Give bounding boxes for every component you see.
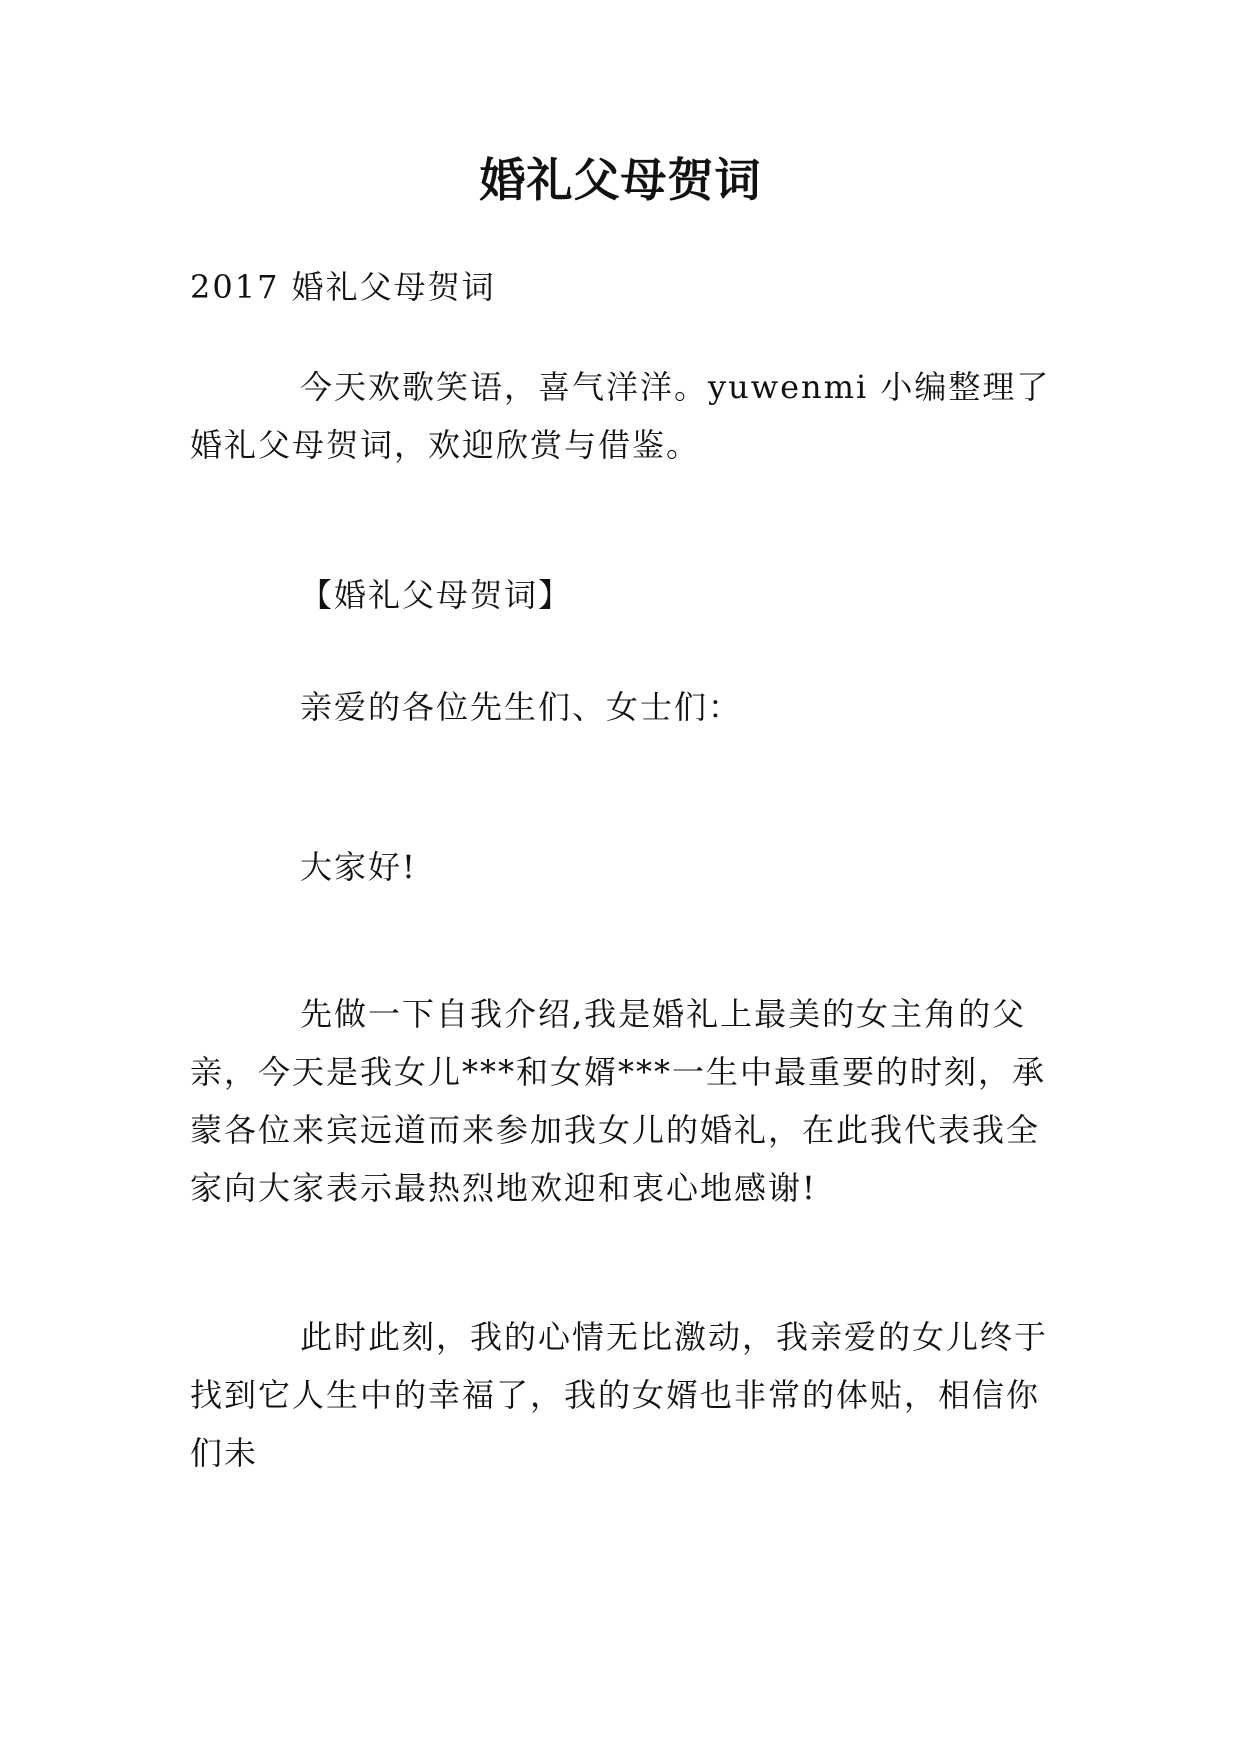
- intro-paragraph: 今天欢歌笑语，喜气洋洋。yuwenmi 小编整理了婚礼父母贺词，欢迎欣赏与借鉴。: [190, 368, 1051, 464]
- salutation: 亲爱的各位先生们、女士们：: [300, 688, 743, 726]
- body-paragraph-1: 先做一下自我介绍,我是婚礼上最美的女主角的父亲，今天是我女儿***和女婿***一生中最重要的时刻，承蒙各位来宾远道而来参加我女儿的婚礼，在此我代表我全家向大家表示最热烈地欢迎和衷心地感谢!: [190, 995, 1047, 1207]
- document-subtitle: 2017 婚礼父母贺词: [190, 268, 496, 306]
- greeting: 大家好!: [300, 848, 417, 886]
- body-paragraph-2: 此时此刻，我的心情无比激动，我亲爱的女儿终于找到它人生中的幸福了，我的女婿也非常的体贴，相信你们未: [190, 1318, 1049, 1472]
- section-heading: 【婚礼父母贺词】: [300, 576, 573, 614]
- document-title: 婚礼父母贺词: [479, 153, 762, 207]
